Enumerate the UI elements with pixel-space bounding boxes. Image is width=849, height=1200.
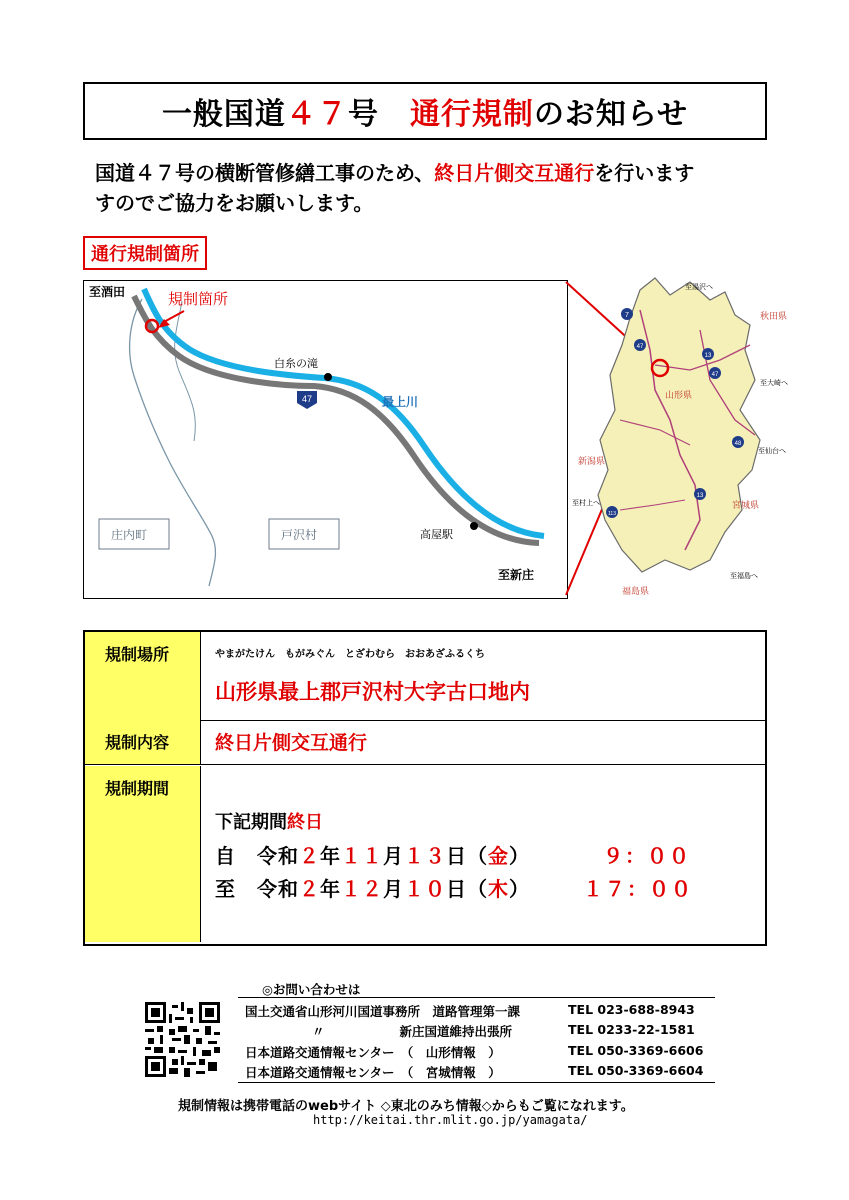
to-sakata-label: 至酒田 [89,285,126,299]
regulation-point-label: 規制箇所 [168,290,229,308]
inset-yamagata-label: 山形県 [665,391,693,401]
inset-shield-47a [634,339,646,351]
to-shinjo-label: 至新庄 [498,568,535,582]
route-map [83,280,568,599]
mogami-river [144,289,544,536]
inset-to-murakami: 至村上へ [572,499,600,507]
inset-miyagi-label: 宮城県 [732,501,760,511]
inset-map [560,270,840,600]
takaya-station-dot [470,522,478,530]
tozawa-village-label: 戸沢村 [281,528,318,542]
inset-to-sendai: 至仙台へ [758,447,786,455]
takaya-station-label: 高屋駅 [420,528,453,541]
contact-tel-4[interactable]: TEL 050-3369-6604 [568,1063,704,1078]
route47-shield-label: 47 [301,394,313,404]
inset-akita-label: 秋田県 [760,312,788,322]
inset-to-yuzawa: 至湯沢へ [685,283,713,291]
location-label: 規制場所 [85,632,201,720]
contact-divider-bottom [238,1082,715,1083]
shonai-town-label: 庄内町 [111,528,148,542]
svg-text:47: 47 [711,372,719,378]
period-intro: 下記期間終日 [215,812,323,833]
qr-code[interactable] [145,1002,220,1077]
title-highlight: 通行規制 [409,97,534,132]
inset-shield-7 [621,308,633,320]
contact-tel-3[interactable]: TEL 050-3369-6606 [568,1043,704,1058]
intro-text: 国道４７号の横断管修繕工事のため、終日片側交互通行を行います すのでご協力をお願いします。 [95,161,695,215]
footer-url[interactable]: http://keitai.thr.mlit.go.jp/yamagata/ [313,1113,588,1127]
svg-text:13: 13 [704,353,712,359]
inset-to-fukushima: 至福島へ [730,572,758,580]
svg-text:48: 48 [734,441,742,447]
shiraito-falls-label: 白糸の滝 [274,357,318,370]
inset-niigata-label: 新潟県 [578,457,606,467]
location-ruby: やまがたけん もがみぐん とざわむら おおあざふるくち [215,649,485,660]
contact-tel-2[interactable]: TEL 0233-22-1581 [568,1022,695,1037]
mogami-river-label: 最上川 [382,395,419,409]
svg-text:113: 113 [608,511,616,517]
contact-tel-1[interactable]: TEL 023-688-8943 [568,1002,695,1017]
location-value: 山形県最上郡戸沢村大字古口地内 [215,680,530,704]
contact-org-2: 〃 新庄国道維持出張所 [312,1024,513,1039]
page-title: 一般国道 ４７ 号 通行規制 のお知らせ [83,82,767,140]
period-from-time: ９：００ [603,844,691,868]
section-label: 通行規制箇所 [83,236,207,270]
route-number: ４７ [285,97,348,132]
regulation-table [83,630,767,946]
contact-org-1: 国土交通省山形河川国道事務所 道路管理第一課 [245,1004,521,1019]
period-to: 至 令和２年１２月１０日（木） [215,877,530,901]
contact-heading: ◎お問い合わせは [262,982,361,997]
inset-shield-13b [694,488,706,500]
inset-shield-48 [732,436,744,448]
period-allday: 終日 [287,812,323,833]
period-to-time: １７：００ [583,877,693,901]
inset-to-ohsaki: 至大崎へ [760,379,788,387]
inset-fukushima-label: 福島県 [622,587,650,597]
content-row [85,720,765,765]
stream [175,301,196,441]
svg-text:7: 7 [625,312,629,319]
period-label: 規制期間 [85,766,201,942]
inset-shield-113 [606,506,618,518]
contact-org-3: 日本道路交通情報センター （ 山形情報 ） [245,1045,501,1060]
yamagata-prefecture-shape [598,278,760,572]
tributary-river [130,299,216,586]
contact-org-4: 日本道路交通情報センター （ 宮城情報 ） [245,1065,501,1080]
location-row [85,632,765,721]
contact-divider [238,997,715,998]
route-map-svg [84,281,567,598]
intro-highlight: 終日片側交互通行 [434,161,595,185]
shiraito-falls-dot [324,373,332,381]
period-from: 自 令和２年１１月１３日（金） [215,844,530,868]
content-label: 規制内容 [85,720,201,764]
content-value: 終日片側交互通行 [215,732,368,754]
inset-shield-47b [709,367,721,379]
svg-text:47: 47 [636,344,644,350]
inset-shield-13a [702,348,714,360]
period-row [85,766,765,942]
footer-note: 規制情報は携帯電話のwebサイト ◇東北のみち情報◇からもご覧になれます。 [178,1099,634,1114]
svg-text:13: 13 [696,493,704,499]
